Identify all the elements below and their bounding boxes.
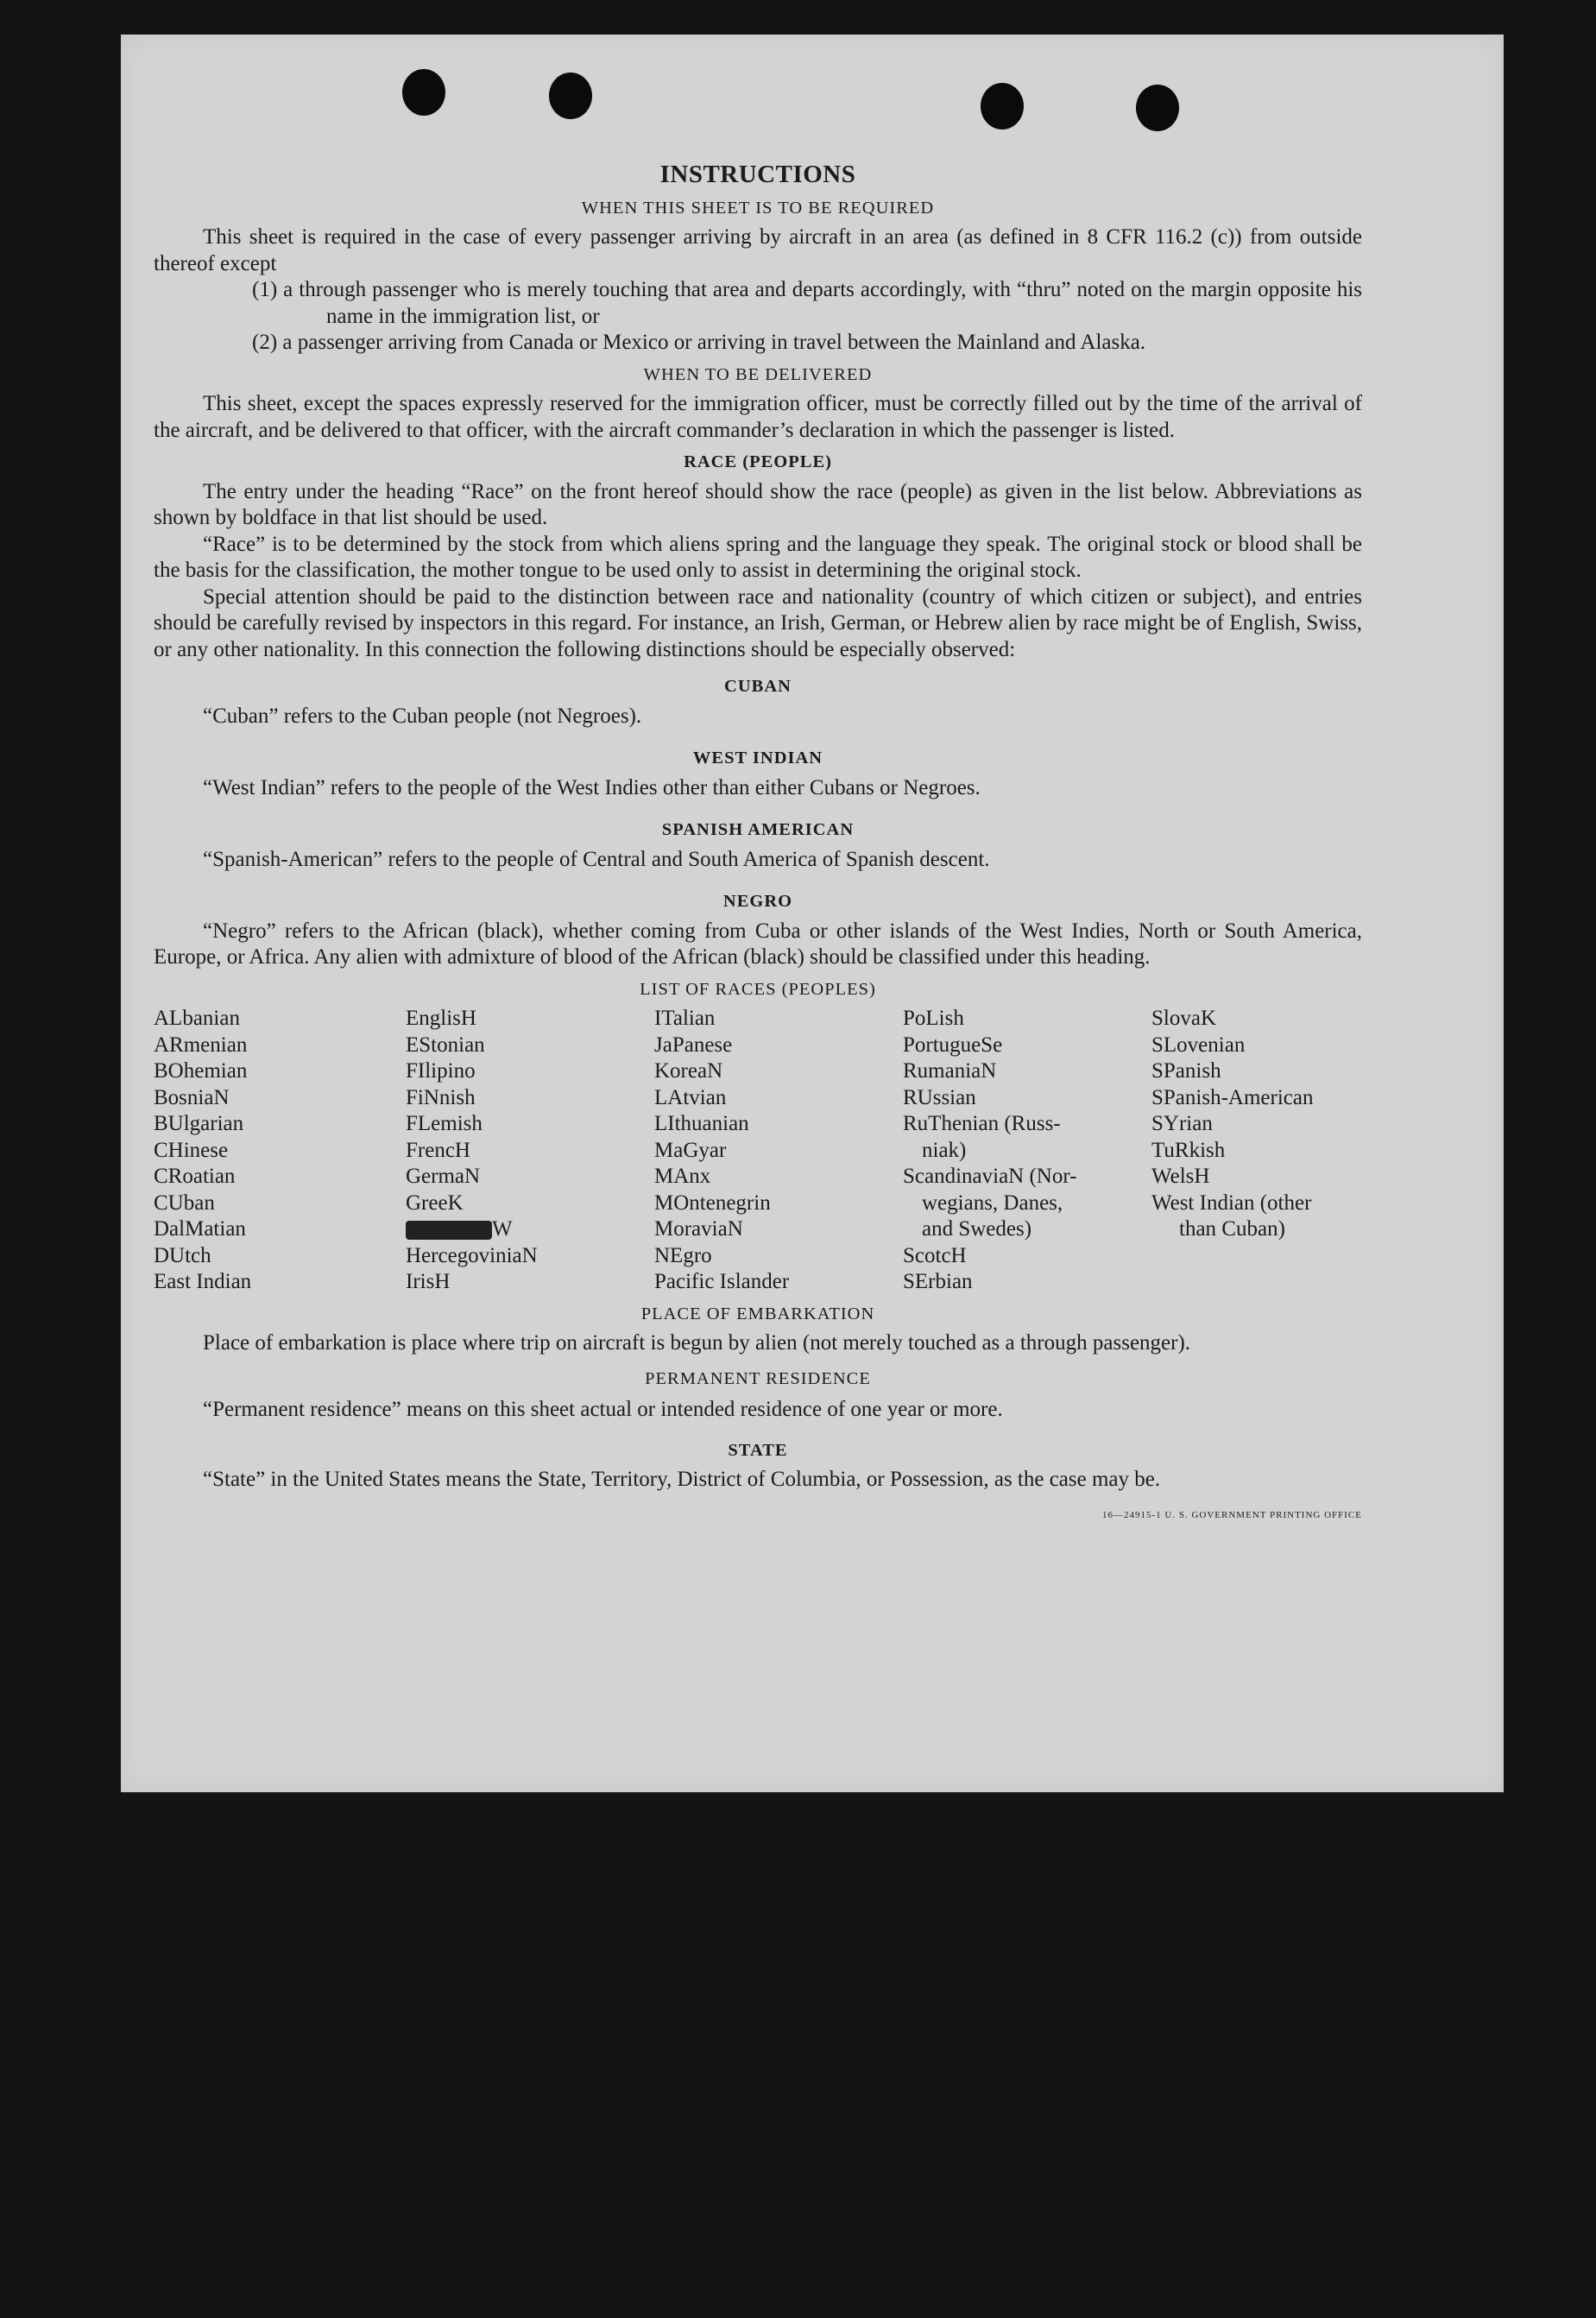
section-heading: RACE (PEOPLE) — [684, 452, 832, 471]
race-item: RuThenian (Russ- — [903, 1112, 1061, 1135]
race-item: Pacific Islander — [654, 1270, 790, 1293]
race-item-continued: wegians, Danes, — [922, 1191, 1063, 1215]
race-item: MoraviaN — [654, 1217, 743, 1241]
redaction-mark — [406, 1221, 492, 1240]
race-item: SlovaK — [1151, 1007, 1216, 1030]
race-item: East Indian — [154, 1270, 252, 1293]
punch-hole — [981, 83, 1024, 129]
race-item: GermaN — [406, 1165, 481, 1188]
race-item: FiNnish — [406, 1085, 476, 1109]
paragraph: “Negro” refers to the African (black), whether coming from Cuba or other islands of the West Indies, North or South America, Europe, or Africa. Any alien with admixture of blood of the African (black) should be classified under this heading. — [154, 919, 1362, 969]
races-list — [154, 1006, 1362, 1296]
race-item: IrisH — [406, 1270, 451, 1293]
race-item: DUtch — [154, 1243, 211, 1267]
print-code: 16—24915-1 U. S. GOVERNMENT PRINTING OFFICE — [1101, 1509, 1362, 1520]
section-heading: LIST OF RACES (PEOPLES) — [640, 979, 876, 999]
race-item: TuRkish — [1151, 1138, 1226, 1162]
race-item: FLemish — [406, 1112, 483, 1135]
race-item-continued: than Cuban) — [1179, 1217, 1285, 1241]
section-heading: WEST INDIAN — [692, 748, 823, 767]
section-heading: WHEN TO BE DELIVERED — [643, 364, 873, 384]
paragraph: Special attention should be paid to the distinction between race and nationality (country of which citizen or subject), and entries should be carefully revised by inspectors in this regard. For instance, an Irish, German, or Hebrew alien by race might be of English, Swiss, or any other nationality. In this connection the following distinctions should be especially observed: — [154, 584, 1362, 661]
section-heading: PLACE OF EMBARKATION — [640, 1304, 875, 1323]
punch-hole — [402, 69, 445, 116]
section-heading: NEGRO — [722, 892, 793, 911]
race-item: PortugueSe — [903, 1033, 1003, 1057]
race-item: PoLish — [903, 1007, 964, 1030]
race-item: SYrian — [1151, 1112, 1213, 1135]
race-item: RUssian — [903, 1085, 976, 1109]
race-item: FIlipino — [406, 1059, 476, 1083]
race-item: NEgro — [654, 1243, 712, 1267]
race-item: MaGyar — [654, 1138, 727, 1162]
race-item: CHinese — [154, 1138, 229, 1162]
paragraph: The entry under the heading “Race” on the front hereof should show the race (people) as given in the list below. Abbreviations as shown by boldface in that list should be used. — [154, 479, 1362, 529]
paragraph: “Race” is to be determined by the stock from which aliens spring and the language they speak. The original stock or blood shall be the basis for the classification, the mother tongue to be used only to assist in determining the original stock. — [154, 532, 1362, 582]
paragraph: “Spanish-American” refers to the people of Central and South America of Spanish descent. — [203, 847, 990, 871]
section-heading: WHEN THIS SHEET IS TO BE REQUIRED — [581, 198, 935, 218]
race-item: LIthuanian — [654, 1112, 749, 1135]
race-item: ITalian — [654, 1007, 716, 1030]
race-item: CUban — [154, 1191, 215, 1215]
section-heading: SPANISH AMERICAN — [661, 820, 855, 839]
punch-hole — [549, 73, 592, 119]
paragraph: This sheet, except the spaces expressly reserved for the immigration officer, must be correctly filled out by the time of the arrival of the aircraft, and be delivered to that officer, with the aircraft commander’s declaration in which the passenger is listed. — [154, 392, 1362, 442]
race-item: SPanish-American — [1151, 1085, 1314, 1109]
race-item: JaPanese — [654, 1033, 733, 1057]
race-item: BosniaN — [154, 1085, 230, 1109]
race-item: EnglisH — [406, 1007, 476, 1030]
race-item: BOhemian — [154, 1059, 248, 1083]
races-column — [654, 1006, 903, 1296]
races-column — [1151, 1006, 1376, 1296]
page-title: INSTRUCTIONS — [659, 161, 856, 188]
race-item: ARmenian — [154, 1033, 248, 1057]
race-item: SPanish — [1151, 1059, 1221, 1083]
race-item: BUlgarian — [154, 1112, 244, 1135]
section-heading: STATE — [728, 1440, 788, 1460]
section-heading: CUBAN — [724, 677, 792, 696]
list-item: (2) a passenger arriving from Canada or Mexico or arriving in travel between the Mainland and Alaska. — [252, 331, 1146, 354]
races-column — [154, 1006, 406, 1296]
races-column — [903, 1006, 1151, 1296]
race-item-continued: and Swedes) — [922, 1217, 1032, 1241]
race-item: FrencH — [406, 1138, 470, 1162]
section-heading: PERMANENT RESIDENCE — [645, 1368, 871, 1388]
paragraph: “West Indian” refers to the people of the West Indies other than either Cubans or Negroes. — [203, 775, 981, 799]
race-item: SErbian — [903, 1270, 973, 1293]
paragraph: “State” in the United States means the State, Territory, District of Columbia, or Possession, as the case may be. — [203, 1468, 1161, 1491]
race-item: West Indian (other — [1151, 1191, 1312, 1215]
race-item: ScotcH — [903, 1243, 967, 1267]
race-item: SLovenian — [1151, 1033, 1246, 1057]
instructions-body — [154, 161, 1362, 1528]
race-item-suffix: W — [492, 1217, 513, 1241]
race-item-redacted — [406, 1216, 654, 1243]
race-item: WelsH — [1151, 1165, 1210, 1188]
paragraph: This sheet is required in the case of every passenger arriving by aircraft in an area (as defined in 8 CFR 116.2 (c)) from outside thereof except — [154, 225, 1362, 275]
race-item: DalMatian — [154, 1217, 246, 1241]
race-item: GreeK — [406, 1191, 464, 1215]
race-item: EStonian — [406, 1033, 485, 1057]
race-item: HercegoviniaN — [406, 1243, 538, 1267]
race-item: MAnx — [654, 1165, 711, 1188]
races-column — [406, 1006, 654, 1296]
document-sheet — [121, 35, 1504, 1792]
punch-hole — [1136, 85, 1179, 131]
race-item: LAtvian — [654, 1085, 727, 1109]
race-item: RumaniaN — [903, 1059, 997, 1083]
race-item-continued: niak) — [922, 1138, 967, 1162]
paragraph: “Permanent residence” means on this sheet actual or intended residence of one year or more. — [203, 1398, 1003, 1421]
paragraph: Place of embarkation is place where trip on aircraft is begun by alien (not merely touched as a through passenger). — [203, 1331, 1191, 1355]
race-item: ALbanian — [154, 1007, 240, 1030]
list-item: (1) a through passenger who is merely touching that area and departs accordingly, with “thru” noted on the margin opposite his name in the immigration list, or — [252, 278, 1362, 328]
paragraph: “Cuban” refers to the Cuban people (not Negroes). — [203, 704, 642, 728]
race-item: ScandinaviaN (Nor- — [903, 1165, 1077, 1188]
race-item: MOntenegrin — [654, 1191, 771, 1215]
race-item: KoreaN — [654, 1059, 723, 1083]
race-item: CRoatian — [154, 1165, 236, 1188]
